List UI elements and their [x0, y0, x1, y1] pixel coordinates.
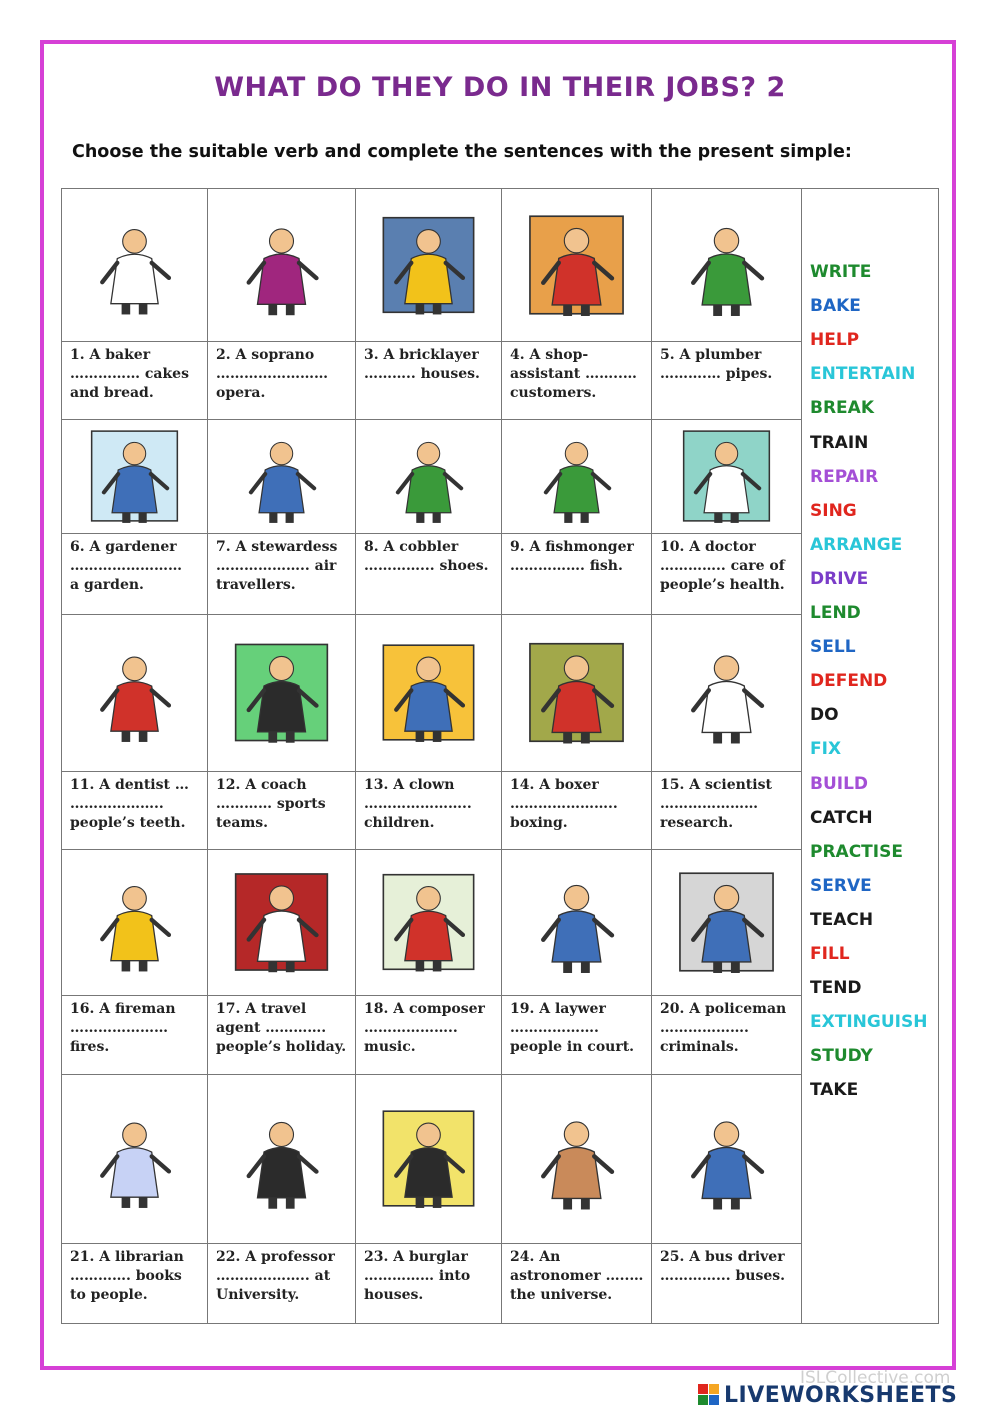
job-sentence: [510, 346, 645, 403]
sentence-line: the universe.: [510, 1287, 613, 1303]
sentence-line: ……………….. air: [216, 558, 337, 574]
sentence-line: 3. A bricklayer: [364, 347, 479, 363]
sentence-line: teams.: [216, 815, 269, 831]
sentence-line: …………… into: [364, 1268, 471, 1284]
job-sentence: [216, 776, 349, 833]
job-cell: [356, 189, 502, 419]
verb-item: TEND: [810, 978, 862, 999]
verb-item: BAKE: [810, 296, 861, 317]
job-sentence: [660, 1000, 795, 1057]
sentence-line: ………………..: [70, 796, 164, 812]
scientist-icon: [652, 614, 801, 772]
sentence-line: and bread.: [70, 385, 154, 401]
sentence-line: 18. A composer: [364, 1001, 485, 1017]
job-cell: [652, 419, 802, 614]
sentence-line: travellers.: [216, 577, 296, 593]
doctor-icon: [652, 419, 801, 534]
sentence-line: 10. A doctor: [660, 539, 756, 555]
sentence-line: ……………….: [510, 1020, 599, 1036]
job-cell: [208, 189, 356, 419]
sentence-line: 13. A clown: [364, 777, 455, 793]
job-cell: [208, 849, 356, 1074]
job-sentence: [660, 1248, 795, 1286]
job-cell: [356, 614, 502, 849]
job-cell: [208, 419, 356, 614]
sentence-line: houses.: [364, 1287, 424, 1303]
sentence-line: 5. A plumber: [660, 347, 762, 363]
row-divider: [62, 614, 802, 615]
sentence-line: ………………..: [364, 1020, 458, 1036]
shop-assistant-icon: [502, 189, 651, 342]
sentence-line: …………... shoes.: [364, 558, 489, 574]
job-sentence: [70, 1248, 201, 1305]
sentence-line: assistant ……..…: [510, 366, 637, 382]
job-sentence: [216, 1000, 349, 1057]
job-sentence: [510, 1000, 645, 1057]
job-cell: [502, 189, 652, 419]
sentence-line: 1. A baker: [70, 347, 151, 363]
sentence-line: 22. A professor: [216, 1249, 335, 1265]
sentence-line: research.: [660, 815, 734, 831]
sentence-line: ………… sports: [216, 796, 326, 812]
sentence-line: music.: [364, 1039, 416, 1055]
liveworksheets-logo[interactable]: [698, 1380, 957, 1410]
sentence-line: …………………..: [364, 796, 472, 812]
verb-item: SELL: [810, 637, 856, 658]
verb-item: ARRANGE: [810, 534, 903, 555]
table-row: [62, 419, 802, 614]
job-cell: [652, 614, 802, 849]
sentence-line: ………….. care of: [660, 558, 785, 574]
job-sentence: [660, 776, 795, 833]
job-cell: [652, 189, 802, 419]
job-sentence: [510, 776, 645, 833]
verb-item: TEACH: [810, 909, 874, 930]
sentence-line: people’s health.: [660, 577, 785, 593]
sentence-line: ……………….. at: [216, 1268, 331, 1284]
sentence-line: ……………………: [216, 366, 328, 382]
brand-name: LIVEWORKSHEETS: [724, 1382, 958, 1408]
sentence-line: 23. A burglar: [364, 1249, 468, 1265]
stewardess-icon: [208, 419, 355, 534]
sentence-line: 17. A travel: [216, 1001, 307, 1017]
job-cell: [502, 1074, 652, 1324]
verb-item: DRIVE: [810, 568, 869, 589]
job-sentence: [364, 346, 495, 384]
sentence-line: astronomer …..…: [510, 1268, 644, 1284]
job-sentence: [216, 346, 349, 403]
job-sentence: [510, 1248, 645, 1305]
job-sentence: [660, 346, 795, 384]
travel-agent-icon: [208, 849, 355, 996]
sentence-line: ……………. fish.: [510, 558, 623, 574]
row-divider: [62, 849, 802, 850]
dentist-icon: [62, 614, 207, 772]
job-cell: [208, 1074, 356, 1324]
job-cell: [502, 419, 652, 614]
logo-square: [709, 1384, 719, 1394]
sentence-line: 2. A soprano: [216, 347, 315, 363]
job-sentence: [510, 538, 645, 576]
table-row: [62, 1074, 802, 1324]
verb-item: STUDY: [810, 1046, 873, 1067]
sentence-line: 21. A librarian: [70, 1249, 184, 1265]
sentence-line: 7. A stewardess: [216, 539, 338, 555]
job-sentence: [70, 346, 201, 403]
verb-item: WRITE: [810, 262, 872, 282]
policeman-icon: [652, 849, 801, 996]
sentence-line: 11. A dentist …: [70, 777, 189, 793]
bus-driver-icon: [652, 1074, 801, 1244]
job-cell: [502, 614, 652, 849]
sentence-line: fires.: [70, 1039, 110, 1055]
verb-item: SING: [810, 500, 857, 521]
job-sentence: [70, 1000, 201, 1057]
sentence-line: 24. An: [510, 1249, 561, 1265]
page-title: WHAT DO THEY DO IN THEIR JOBS? 2: [214, 72, 786, 103]
fishmonger-icon: [502, 419, 651, 534]
job-cell: [208, 614, 356, 849]
job-cell: [356, 849, 502, 1074]
verb-item: TAKE: [810, 1080, 859, 1101]
sentence-line: 4. A shop-: [510, 347, 589, 363]
logo-square: [698, 1384, 708, 1394]
job-cell: [502, 849, 652, 1074]
sentence-line: 16. A fireman: [70, 1001, 176, 1017]
sentence-line: ……….. houses.: [364, 366, 480, 382]
job-cell: [62, 614, 208, 849]
lawyer-icon: [502, 849, 651, 996]
job-sentence: [216, 1248, 349, 1305]
professor-icon: [208, 1074, 355, 1244]
sentence-line: …………………..: [510, 796, 618, 812]
job-sentence: [364, 538, 495, 576]
verb-item: FIX: [810, 739, 842, 760]
job-sentence: [70, 538, 201, 595]
sentence-line: 19. A laywer: [510, 1001, 606, 1017]
instructions: Choose the suitable verb and complete the sentences with the present simple:: [72, 142, 852, 162]
job-cell: [356, 419, 502, 614]
job-cell: [62, 189, 208, 419]
sentence-line: 9. A fishmonger: [510, 539, 634, 555]
job-cell: [62, 849, 208, 1074]
row-divider: [62, 419, 802, 420]
logo-square: [698, 1395, 708, 1405]
sentence-line: 6. A gardener: [70, 539, 177, 555]
sentence-line: criminals.: [660, 1039, 739, 1055]
sentence-line: people’s teeth.: [70, 815, 186, 831]
exercise-table: [61, 188, 939, 1324]
baker-icon: [62, 189, 207, 342]
sentence-line: University.: [216, 1287, 300, 1303]
sentence-line: ……………….: [660, 1020, 749, 1036]
verb-item: BREAK: [810, 398, 874, 419]
soprano-icon: [208, 189, 355, 342]
logo-icon: [698, 1384, 720, 1406]
verb-item: TRAIN: [810, 432, 869, 453]
verb-item: LEND: [810, 603, 861, 623]
job-sentence: [364, 776, 495, 833]
boxer-icon: [502, 614, 651, 772]
cobbler-icon: [356, 419, 501, 534]
sentence-line: children.: [364, 815, 435, 831]
verb-item: BUILD: [810, 773, 869, 794]
sentence-line: ……………………: [70, 558, 182, 574]
job-cell: [652, 849, 802, 1074]
sentence-line: ……….… pipes.: [660, 366, 773, 382]
verb-item: DEFEND: [810, 671, 888, 692]
sentence-line: …………………: [660, 796, 758, 812]
gardener-icon: [62, 419, 207, 534]
plumber-icon: [652, 189, 801, 342]
sentence-line: to people.: [70, 1287, 148, 1303]
job-sentence: [216, 538, 349, 595]
fireman-icon: [62, 849, 207, 996]
sentence-line: opera.: [216, 385, 266, 401]
composer-icon: [356, 849, 501, 996]
verb-item: REPAIR: [810, 466, 879, 487]
verb-item: SERVE: [810, 875, 872, 896]
table-row: [62, 189, 802, 419]
job-sentence: [660, 538, 795, 595]
sentence-line: 25. A bus driver: [660, 1249, 785, 1265]
clown-icon: [356, 614, 501, 772]
verb-item: EXTINGUISH: [810, 1012, 928, 1033]
sentence-line: 20. A policeman: [660, 1001, 787, 1017]
burglar-icon: [356, 1074, 501, 1244]
row-divider: [62, 1074, 802, 1075]
verb-bank: [802, 189, 938, 1323]
sentence-line: agent ………….: [216, 1020, 327, 1036]
sentence-line: …………... buses.: [660, 1268, 786, 1284]
verb-item: CATCH: [810, 807, 873, 828]
librarian-icon: [62, 1074, 207, 1244]
watermark: ISLCollective.com: [800, 1368, 951, 1388]
coach-icon: [208, 614, 355, 772]
job-cell: [356, 1074, 502, 1324]
job-sentence: [364, 1000, 495, 1057]
verb-item: ENTERTAIN: [810, 364, 916, 385]
job-sentence: [364, 1248, 495, 1305]
astronomer-icon: [502, 1074, 651, 1244]
verb-item: HELP: [810, 330, 860, 351]
verb-item: PRACTISE: [810, 841, 903, 862]
sentence-line: 8. A cobbler: [364, 539, 459, 555]
bricklayer-icon: [356, 189, 501, 342]
table-row: [62, 614, 802, 849]
sentence-line: …………. books: [70, 1268, 182, 1284]
sentence-line: 14. A boxer: [510, 777, 599, 793]
table-row: [62, 849, 802, 1074]
verb-item: FILL: [810, 944, 850, 964]
job-sentence: [70, 776, 201, 833]
job-cell: [62, 419, 208, 614]
sentence-line: a garden.: [70, 577, 144, 593]
verb-item: DO: [810, 705, 839, 726]
logo-square: [709, 1395, 719, 1405]
sentence-line: people’s holiday.: [216, 1039, 347, 1055]
sentence-line: …………… cakes: [70, 366, 189, 382]
sentence-line: …………………: [70, 1020, 168, 1036]
job-cell: [62, 1074, 208, 1324]
sentence-line: boxing.: [510, 815, 568, 831]
sentence-line: customers.: [510, 385, 597, 401]
sentence-line: people in court.: [510, 1039, 635, 1055]
sentence-line: 15. A scientist: [660, 777, 772, 793]
sentence-line: 12. A coach: [216, 777, 307, 793]
job-cell: [652, 1074, 802, 1324]
